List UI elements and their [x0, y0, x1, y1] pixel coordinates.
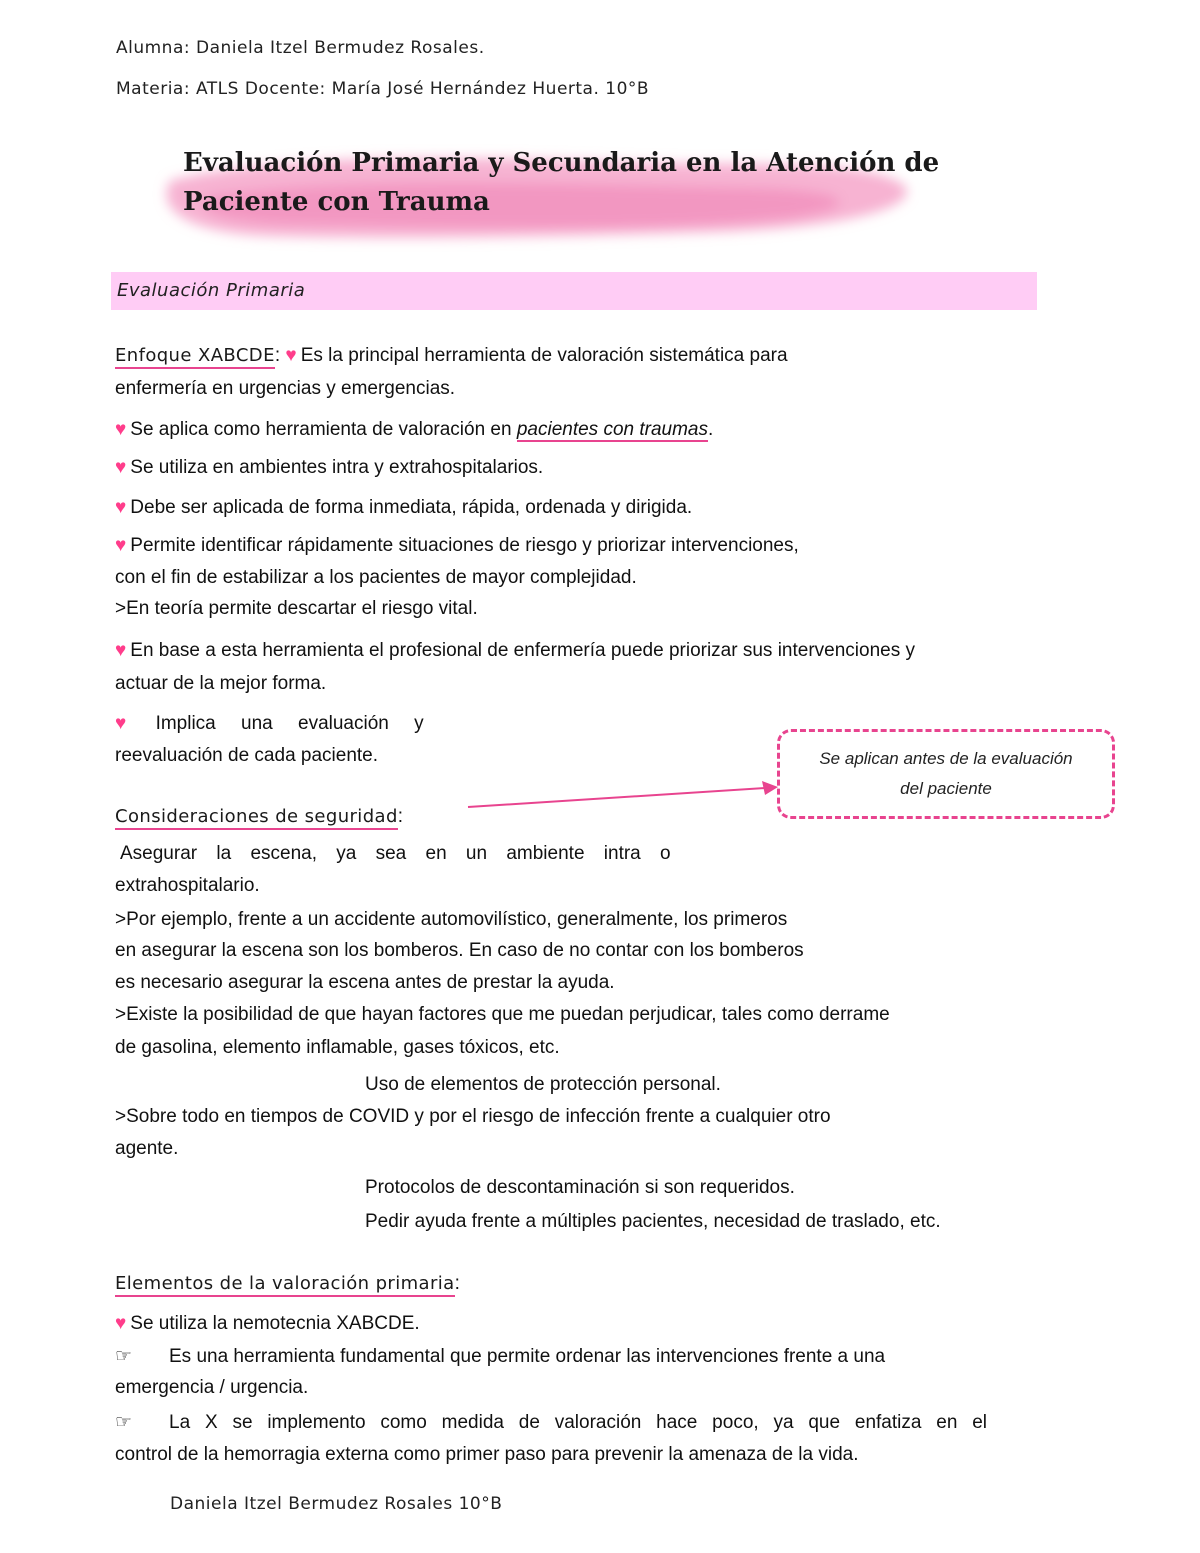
seguridad-heading: Consideraciones de seguridad — [115, 806, 398, 830]
seguridad-colon: : — [397, 806, 404, 827]
bullet-3 — [115, 497, 692, 519]
xabcde-text-line2: enfermería en urgencias y emergencias. — [115, 378, 456, 399]
bullet-2 — [115, 457, 543, 479]
seguridad-4: Uso de elementos de protección personal. — [365, 1074, 721, 1095]
bullet-6-text: Implica una evaluación y — [155, 713, 424, 734]
seguridad-2-line1: >Por ejemplo, frente a un accidente automovilístico, generalmente, los primeros — [115, 909, 788, 930]
elementos-1-text: Se utiliza la nemotecnia XABCDE. — [130, 1313, 420, 1334]
callout-box — [777, 729, 1115, 819]
elementos-1 — [115, 1313, 420, 1335]
subject-line: Materia: ATLS Docente: María José Hernández Huerta. 10°B — [116, 79, 650, 99]
bullet-3-text: Debe ser aplicada de forma inmediata, rápida, ordenada y dirigida. — [130, 497, 693, 518]
callout-line1: Se aplican antes de la evaluación — [819, 749, 1073, 768]
document-title-line2: Paciente con Trauma — [183, 187, 490, 217]
elementos-heading: Elementos de la valoración primaria — [115, 1273, 455, 1297]
seguridad-3-line2: de gasolina, elemento inflamable, gases tóxicos, etc. — [115, 1037, 560, 1058]
elementos-colon: : — [454, 1273, 460, 1294]
bullet-5-text: En base a esta herramienta el profesional de enfermería puede priorizar sus intervenciones y — [130, 640, 915, 661]
seguridad-3-line1: >Existe la posibilidad de que hayan factores que me puedan perjudicar, tales como derrame — [115, 1004, 890, 1025]
heart-icon: ♥ — [115, 457, 127, 478]
heart-icon: ♥ — [115, 713, 127, 734]
xabcde-label: Enfoque XABCDE — [115, 345, 275, 369]
seguridad-1-line1: Asegurar la escena, ya sea en un ambiente intra o — [120, 843, 671, 864]
bullet-6-line2: reevaluación de cada paciente. — [115, 745, 379, 766]
seguridad-heading-row — [115, 806, 403, 828]
elementos-2-text: Es una herramienta fundamental que permite ordenar las intervenciones frente a una — [169, 1346, 886, 1367]
page-footer: Daniela Itzel Bermudez Rosales 10°B — [170, 1494, 503, 1514]
heart-icon: ♥ — [115, 419, 127, 440]
xabcde-colon: : — [274, 345, 281, 366]
callout-line2: del paciente — [900, 779, 992, 798]
seguridad-6: Protocolos de descontaminación si son requeridos. — [365, 1177, 795, 1198]
bullet-1-text: Se aplica como herramienta de valoración en — [130, 419, 517, 440]
seguridad-1-line2: extrahospitalario. — [115, 875, 260, 896]
elementos-2-line2: emergencia / urgencia. — [115, 1377, 309, 1398]
heart-icon: ♥ — [115, 1313, 127, 1334]
heart-icon: ♥ — [115, 497, 127, 518]
section-banner-title: Evaluación Primaria — [117, 280, 306, 301]
bullet-2-text: Se utiliza en ambientes intra y extrahospitalarios. — [130, 457, 544, 478]
bullet-4-text: Permite identificar rápidamente situaciones de riesgo y priorizar intervenciones, — [130, 535, 799, 556]
pointing-hand-icon: ☞ — [115, 1346, 133, 1367]
heart-icon: ♥ — [115, 640, 127, 661]
seguridad-2-line3: es necesario asegurar la escena antes de prestar la ayuda. — [115, 972, 615, 993]
xabcde-text-line1: Es la principal herramienta de valoración sistemática para — [300, 345, 788, 366]
bullet-1-period: . — [708, 419, 714, 440]
elementos-2-line1 — [115, 1346, 885, 1368]
student-name: Alumna: Daniela Itzel Bermudez Rosales. — [116, 38, 485, 58]
document-title-line1: Evaluación Primaria y Secundaria en la Atención de — [183, 148, 940, 178]
arrow-icon — [460, 775, 790, 815]
elementos-heading-row — [115, 1273, 460, 1295]
seguridad-5-line1: >Sobre todo en tiempos de COVID y por el riesgo de infección frente a cualquier otro — [115, 1106, 831, 1127]
bullet-5-line1 — [115, 640, 915, 662]
elementos-3-line1 — [115, 1412, 987, 1434]
bullet-4-line1 — [115, 535, 799, 557]
elementos-3-line2: control de la hemorragia externa como primer paso para prevenir la amenaza de la vida. — [115, 1444, 859, 1465]
section-banner — [111, 272, 1037, 310]
bullet-6-line1 — [115, 713, 451, 735]
bullet-4-line3: >En teoría permite descartar el riesgo vital. — [115, 598, 478, 619]
pointing-hand-icon: ☞ — [115, 1412, 133, 1433]
bullet-1 — [115, 419, 713, 441]
bullet-5-line2: actuar de la mejor forma. — [115, 673, 327, 694]
elementos-3-text: La X se implemento como medida de valoración hace poco, ya que enfatiza en el — [169, 1412, 987, 1433]
pacientes-link-text: pacientes con traumas — [516, 419, 709, 440]
bullet-4-line2: con el fin de estabilizar a los pacientes de mayor complejidad. — [115, 567, 637, 588]
seguridad-7: Pedir ayuda frente a múltiples pacientes, necesidad de traslado, etc. — [365, 1211, 941, 1232]
heart-icon: ♥ — [285, 345, 297, 366]
heart-icon: ♥ — [115, 535, 127, 556]
seguridad-5-line2: agente. — [115, 1138, 179, 1159]
xabcde-paragraph — [115, 345, 788, 367]
seguridad-2-line2: en asegurar la escena son los bomberos. En caso de no contar con los bomberos — [115, 940, 804, 961]
